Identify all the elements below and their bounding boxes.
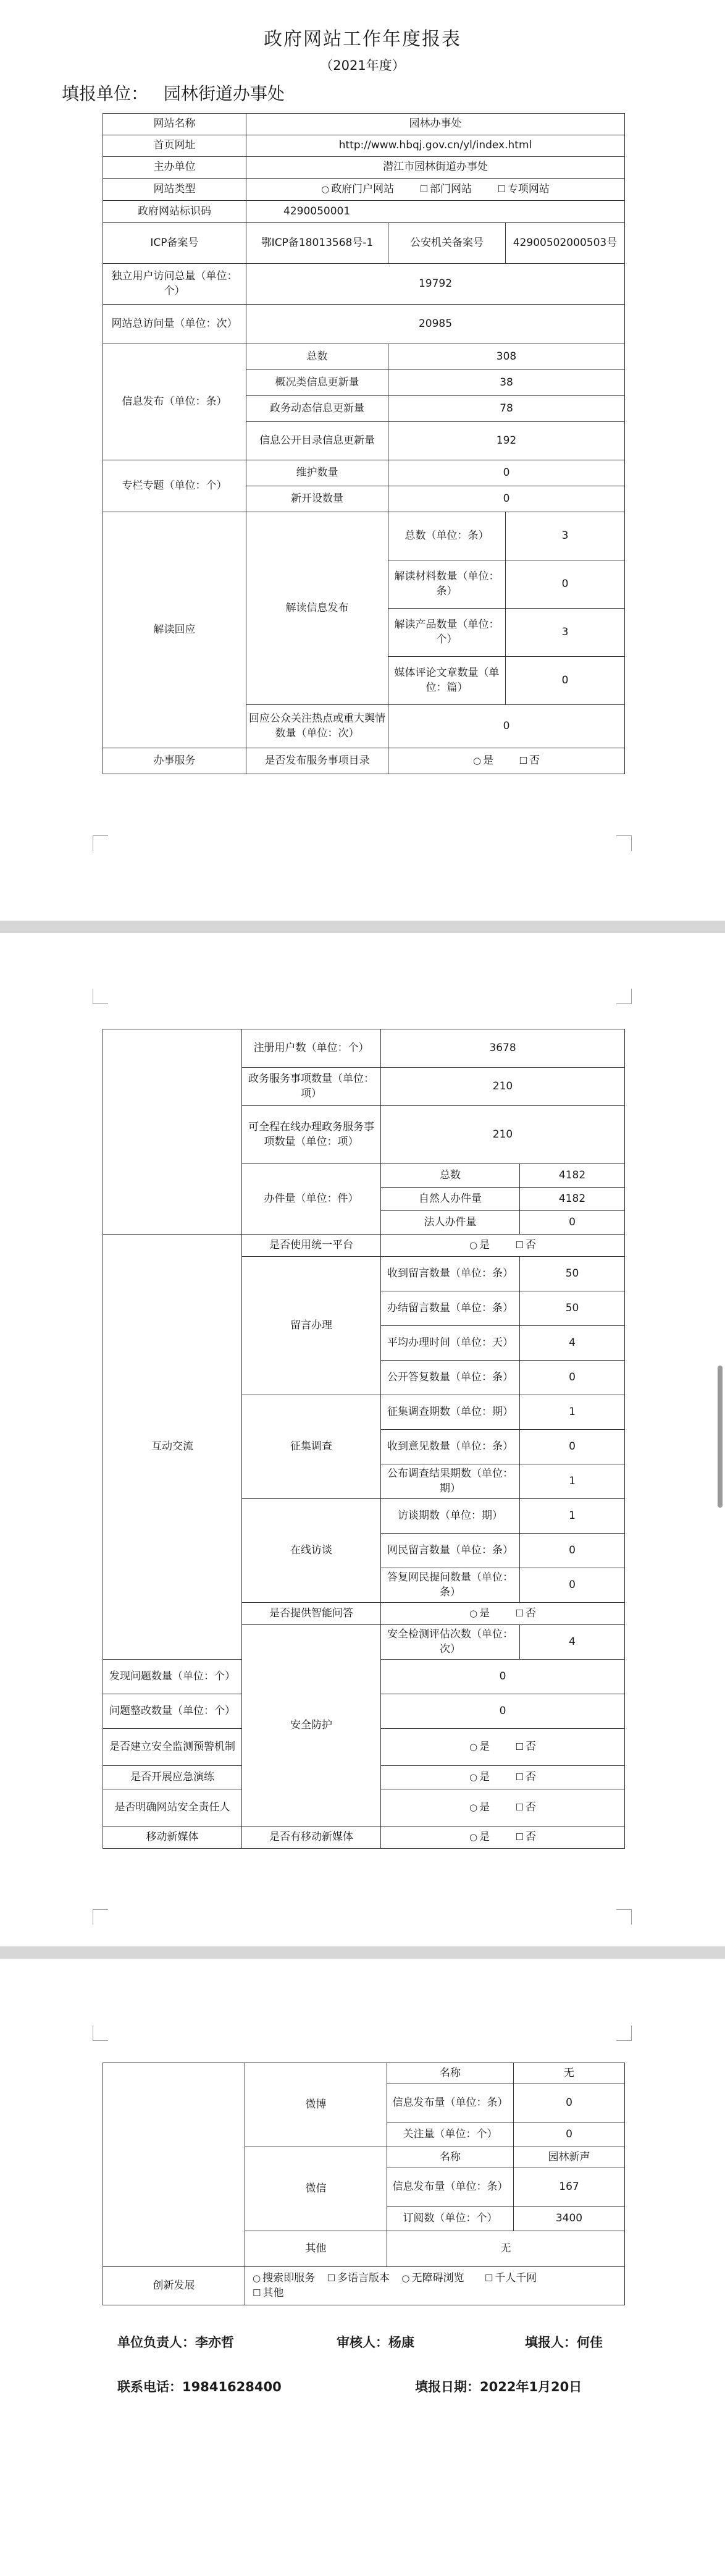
security-checks-label: 安全检测评估次数（单位：次） <box>381 1625 520 1660</box>
interpret-item-value: 0 <box>506 657 625 705</box>
has-mobile-label: 是否有移动新媒体 <box>242 1826 381 1849</box>
wechat-item-value: 园林新声 <box>514 2147 625 2168</box>
checkbox-icon: ☐ <box>515 1239 524 1251</box>
option-yes[interactable]: ○ 是 <box>469 1607 490 1620</box>
registered-users-label: 注册用户数（单位：个） <box>242 1029 381 1068</box>
has-mobile-options <box>381 1826 625 1849</box>
table-row <box>103 748 625 774</box>
checkbox-icon: ☐ <box>419 183 429 195</box>
service-items-label: 政务服务事项数量（单位：项） <box>242 1068 381 1106</box>
innovation-label: 创新发展 <box>103 2267 245 2305</box>
page-2 <box>0 933 725 1946</box>
option-no[interactable]: ☐ 否 <box>515 1770 536 1783</box>
info-release-item-value: 308 <box>388 344 625 370</box>
interaction-label: 互动交流 <box>103 1235 242 1660</box>
checkbox-icon: ☐ <box>515 1741 524 1752</box>
table-row <box>103 201 625 223</box>
unified-platform-options <box>381 1235 625 1257</box>
report-title: 政府网站工作年度报表 <box>264 28 461 50</box>
interpret-item-label: 媒体评论文章数量（单位：篇） <box>388 657 506 705</box>
special-topics-item-label: 维护数量 <box>246 460 388 486</box>
filler-label: 填报人： <box>525 2335 577 2350</box>
message-item-label: 办结留言数量（单位：条） <box>381 1291 520 1326</box>
site-name-value: 园林办事处 <box>246 114 625 135</box>
option-no[interactable]: ☐ 否 <box>515 1801 536 1814</box>
page-corner-mark <box>616 2025 632 2041</box>
page-corner-mark <box>616 835 632 851</box>
site-type-option-department[interactable]: ☐ 部门网站 <box>419 182 472 195</box>
site-type-label: 网站类型 <box>103 179 246 201</box>
option-no[interactable]: ☐ 否 <box>515 1607 536 1620</box>
radio-circle-icon: ○ <box>469 1771 478 1783</box>
table-row <box>103 460 625 486</box>
reviewer-label: 审核人： <box>337 2335 388 2350</box>
radio-circle-icon: ○ <box>253 2272 261 2284</box>
handled-item-label: 总数 <box>381 1164 520 1188</box>
page-corner-mark <box>93 1909 108 1925</box>
report-table-page-1 <box>103 113 625 774</box>
survey-label: 征集调查 <box>242 1395 381 1499</box>
option-yes[interactable]: ○ 是 <box>469 1801 490 1814</box>
handled-item-value: 0 <box>520 1211 625 1235</box>
table-row <box>103 512 625 560</box>
special-topics-label: 专栏专题（单位：个） <box>103 460 246 512</box>
security-checks-value: 4 <box>520 1625 625 1660</box>
radio-circle-icon: ○ <box>469 1741 478 1752</box>
innovation-option-personalized[interactable]: ☐ 千人千网 <box>484 2271 537 2284</box>
interview-item-value: 1 <box>520 1499 625 1534</box>
interpret-label: 解读回应 <box>103 512 246 748</box>
weibo-item-value: 0 <box>514 2084 625 2122</box>
page-corner-mark <box>616 989 632 1004</box>
filling-unit <box>62 80 285 105</box>
wechat-item-label: 信息发布量（单位：条） <box>387 2168 514 2206</box>
interpret-item-value: 3 <box>506 609 625 657</box>
page-views-value: 20985 <box>246 305 625 344</box>
interpret-item-label: 解读产品数量（单位：个） <box>388 609 506 657</box>
handled-item-label: 自然人办件量 <box>381 1188 520 1211</box>
site-name-label: 网站名称 <box>103 114 246 135</box>
checkbox-icon: ☐ <box>515 1801 524 1813</box>
sponsor-value: 潜江市园林街道办事处 <box>246 157 625 179</box>
radio-circle-icon: ○ <box>469 1239 478 1251</box>
survey-item-label: 公布调查结果期数（单位：期） <box>381 1464 520 1499</box>
security-label: 安全防护 <box>242 1625 381 1826</box>
security-officer-options <box>381 1789 625 1826</box>
sponsor-label: 主办单位 <box>103 157 246 179</box>
page-corner-mark <box>93 835 108 851</box>
unique-visitors-value: 19792 <box>246 264 625 305</box>
checkbox-icon: ☐ <box>519 754 527 766</box>
info-release-item-label: 政务动态信息更新量 <box>246 396 388 422</box>
issues-found-label: 发现问题数量（单位：个） <box>103 1660 242 1694</box>
innovation-option-search-service[interactable]: ○ 搜索即服务 <box>253 2271 316 2284</box>
emergency-drill-options <box>381 1766 625 1789</box>
police-record-label: 公安机关备案号 <box>388 223 506 264</box>
contact-phone <box>117 2377 282 2396</box>
filler-name: 何佳 <box>577 2335 603 2350</box>
option-yes[interactable]: ○ 是 <box>469 1238 490 1251</box>
handled-item-value: 4182 <box>520 1188 625 1211</box>
other-media-value: 无 <box>387 2231 625 2267</box>
table-row <box>103 1826 625 1849</box>
weibo-label: 微博 <box>245 2063 387 2147</box>
weibo-item-label: 信息发布量（单位：条） <box>387 2084 514 2122</box>
table-row <box>103 1029 625 1068</box>
filling-unit-name: 园林街道办事处 <box>163 83 285 104</box>
report-table-page-2 <box>103 1029 625 1849</box>
radio-circle-icon: ○ <box>321 183 330 195</box>
issues-fixed-value: 0 <box>381 1694 625 1729</box>
page-1 <box>0 0 725 921</box>
scrollbar-thumb[interactable] <box>718 1366 723 1508</box>
table-row <box>103 2063 625 2084</box>
mobile-continued-cell <box>103 2063 245 2267</box>
page-corner-mark <box>616 1909 632 1925</box>
smart-qa-label: 是否提供智能问答 <box>242 1603 381 1625</box>
message-item-label: 收到留言数量（单位：条） <box>381 1257 520 1291</box>
handled-cases-label: 办件量（单位：件） <box>242 1164 381 1235</box>
checkbox-icon: ☐ <box>327 2272 335 2284</box>
police-record-value: 42900502000503号 <box>506 223 625 264</box>
unique-visitors-label: 独立用户访问总量（单位：个） <box>103 264 246 305</box>
interview-item-label: 访谈期数（单位：期） <box>381 1499 520 1534</box>
option-no[interactable]: ☐ 否 <box>519 754 540 767</box>
innovation-option-multilingual[interactable]: ☐ 多语言版本 <box>327 2271 390 2284</box>
weibo-item-value: 0 <box>514 2122 625 2147</box>
radio-circle-icon: ○ <box>401 2272 410 2284</box>
option-no[interactable]: ☐ 否 <box>515 1830 536 1843</box>
filling-date-value: 2022年1月20日 <box>480 2380 582 2394</box>
special-topics-item-label: 新开设数量 <box>246 486 388 512</box>
filling-unit-label: 填报单位： <box>62 83 149 104</box>
table-row <box>103 264 625 305</box>
site-type-option-portal[interactable]: ○ 政府门户网站 <box>321 182 395 195</box>
info-release-item-value: 38 <box>388 370 625 396</box>
table-row <box>103 179 625 201</box>
handled-item-label: 法人办件量 <box>381 1211 520 1235</box>
table-row <box>103 114 625 135</box>
service-catalog-options <box>388 748 625 774</box>
wechat-item-label: 名称 <box>387 2147 514 2168</box>
interpret-item-value: 0 <box>506 560 625 609</box>
survey-item-value: 1 <box>520 1464 625 1499</box>
report-table-page-3 <box>103 2063 625 2305</box>
issues-found-value: 0 <box>381 1660 625 1694</box>
message-item-label: 平均办理时间（单位：天） <box>381 1326 520 1361</box>
radio-circle-icon: ○ <box>473 754 482 766</box>
option-no[interactable]: ☐ 否 <box>515 1740 536 1753</box>
homepage-value: http://www.hbqj.gov.cn/yl/index.html <box>246 135 625 157</box>
table-row <box>103 1235 625 1257</box>
survey-item-label: 收到意见数量（单位：条） <box>381 1430 520 1464</box>
weibo-item-value: 无 <box>514 2063 625 2084</box>
unit-leader-label: 单位负责人： <box>117 2335 195 2350</box>
info-release-item-label: 总数 <box>246 344 388 370</box>
wechat-label: 微信 <box>245 2147 387 2231</box>
interpret-item-label: 总数（单位：条） <box>388 512 506 560</box>
radio-circle-icon: ○ <box>469 1801 478 1813</box>
survey-item-value: 0 <box>520 1430 625 1464</box>
special-topics-item-value: 0 <box>388 486 625 512</box>
mobile-media-label: 移动新媒体 <box>103 1826 242 1849</box>
site-id-value: 4290050001 <box>246 201 625 223</box>
survey-item-label: 征集调查期数（单位：期） <box>381 1395 520 1430</box>
filler <box>525 2333 603 2351</box>
weibo-item-label: 关注量（单位：个） <box>387 2122 514 2147</box>
page-separator <box>0 1946 725 1959</box>
radio-circle-icon: ○ <box>469 1607 478 1619</box>
wechat-item-value: 3400 <box>514 2206 625 2231</box>
site-type-options <box>246 179 625 201</box>
unified-platform-label: 是否使用统一平台 <box>242 1235 381 1257</box>
service-items-value: 210 <box>381 1068 625 1106</box>
info-release-item-value: 78 <box>388 396 625 422</box>
page-corner-mark <box>93 2025 108 2041</box>
interview-item-value: 0 <box>520 1534 625 1568</box>
unit-leader <box>117 2333 234 2351</box>
service-catalog-label: 是否发布服务事项目录 <box>246 748 388 774</box>
interview-item-label: 答复网民提问数量（单位：条） <box>381 1568 520 1603</box>
interpret-item-label: 解读材料数量（单位：条） <box>388 560 506 609</box>
info-release-item-value: 192 <box>388 422 625 460</box>
weibo-item-label: 名称 <box>387 2063 514 2084</box>
interpret-item-value: 3 <box>506 512 625 560</box>
site-id-label: 政府网站标识码 <box>103 201 246 223</box>
filling-date-label: 填报日期： <box>415 2380 480 2394</box>
option-yes[interactable]: ○ 是 <box>469 1830 490 1843</box>
wechat-item-value: 167 <box>514 2168 625 2206</box>
interpret-sub-label: 解读信息发布 <box>246 512 388 705</box>
innovation-option-other[interactable]: ☐ 其他 <box>253 2286 284 2299</box>
innovation-options <box>245 2267 625 2305</box>
smart-qa-options <box>381 1603 625 1625</box>
message-item-value: 50 <box>520 1291 625 1326</box>
option-yes[interactable]: ○ 是 <box>469 1770 490 1783</box>
handled-item-value: 4182 <box>520 1164 625 1188</box>
homepage-label: 首页网址 <box>103 135 246 157</box>
radio-circle-icon: ○ <box>469 1831 478 1843</box>
info-release-label: 信息发布（单位：条） <box>103 344 246 460</box>
checkbox-icon: ☐ <box>253 2287 261 2299</box>
warning-mechanism-options <box>381 1729 625 1766</box>
innovation-option-accessibility[interactable]: ○ 无障碍浏览 <box>401 2271 464 2284</box>
reviewer <box>337 2333 414 2351</box>
special-topics-item-value: 0 <box>388 460 625 486</box>
message-item-value: 0 <box>520 1361 625 1395</box>
table-row <box>103 344 625 370</box>
emergency-drill-label: 是否开展应急演练 <box>103 1766 242 1789</box>
filling-date <box>415 2377 582 2396</box>
report-year: （2021年度） <box>320 58 405 73</box>
icp-value: 鄂ICP备18013568号-1 <box>246 223 388 264</box>
contact-phone-label: 联系电话： <box>117 2380 182 2394</box>
interview-item-value: 0 <box>520 1568 625 1603</box>
table-row <box>103 2267 625 2305</box>
info-release-item-label: 信息公开目录信息更新量 <box>246 422 388 460</box>
option-yes[interactable]: ○ 是 <box>469 1740 490 1753</box>
hot-response-label: 回应公众关注热点或重大舆情数量（单位：次） <box>246 705 388 748</box>
page-views-label: 网站总访问量（单位：次） <box>103 305 246 344</box>
table-row <box>103 157 625 179</box>
option-yes[interactable]: ○ 是 <box>473 754 494 767</box>
checkbox-icon: ☐ <box>497 183 506 195</box>
page-separator <box>0 921 725 933</box>
online-items-label: 可全程在线办理政务服务事项数量（单位：项） <box>242 1106 381 1164</box>
message-item-value: 50 <box>520 1257 625 1291</box>
service-label: 办事服务 <box>103 748 246 774</box>
wechat-item-label: 订阅数（单位：个） <box>387 2206 514 2231</box>
message-handling-label: 留言办理 <box>242 1257 381 1395</box>
unit-leader-name: 李亦哲 <box>195 2335 234 2350</box>
checkbox-icon: ☐ <box>484 2272 493 2284</box>
interview-item-label: 网民留言数量（单位：条） <box>381 1534 520 1568</box>
other-media-label: 其他 <box>245 2231 387 2267</box>
service-continued-cell <box>103 1029 242 1235</box>
reviewer-name: 杨康 <box>388 2335 414 2350</box>
page-3 <box>0 1959 725 2576</box>
warning-mechanism-label: 是否建立安全监测预警机制 <box>103 1729 242 1766</box>
message-item-label: 公开答复数量（单位：条） <box>381 1361 520 1395</box>
online-items-value: 210 <box>381 1106 625 1164</box>
checkbox-icon: ☐ <box>515 1831 524 1843</box>
table-row <box>103 305 625 344</box>
checkbox-icon: ☐ <box>515 1771 524 1783</box>
option-no[interactable]: ☐ 否 <box>515 1238 536 1251</box>
contact-phone-value: 19841628400 <box>182 2380 282 2394</box>
table-row <box>103 223 625 264</box>
registered-users-value: 3678 <box>381 1029 625 1068</box>
issues-fixed-label: 问题整改数量（单位：个） <box>103 1694 242 1729</box>
table-row <box>103 135 625 157</box>
hot-response-value: 0 <box>388 705 625 748</box>
survey-item-value: 1 <box>520 1395 625 1430</box>
interview-label: 在线访谈 <box>242 1499 381 1603</box>
security-officer-label: 是否明确网站安全责任人 <box>103 1789 242 1826</box>
page-corner-mark <box>93 989 108 1004</box>
checkbox-icon: ☐ <box>515 1607 524 1619</box>
site-type-option-special[interactable]: ☐ 专项网站 <box>497 182 550 195</box>
icp-label: ICP备案号 <box>103 223 246 264</box>
info-release-item-label: 概况类信息更新量 <box>246 370 388 396</box>
message-item-value: 4 <box>520 1326 625 1361</box>
